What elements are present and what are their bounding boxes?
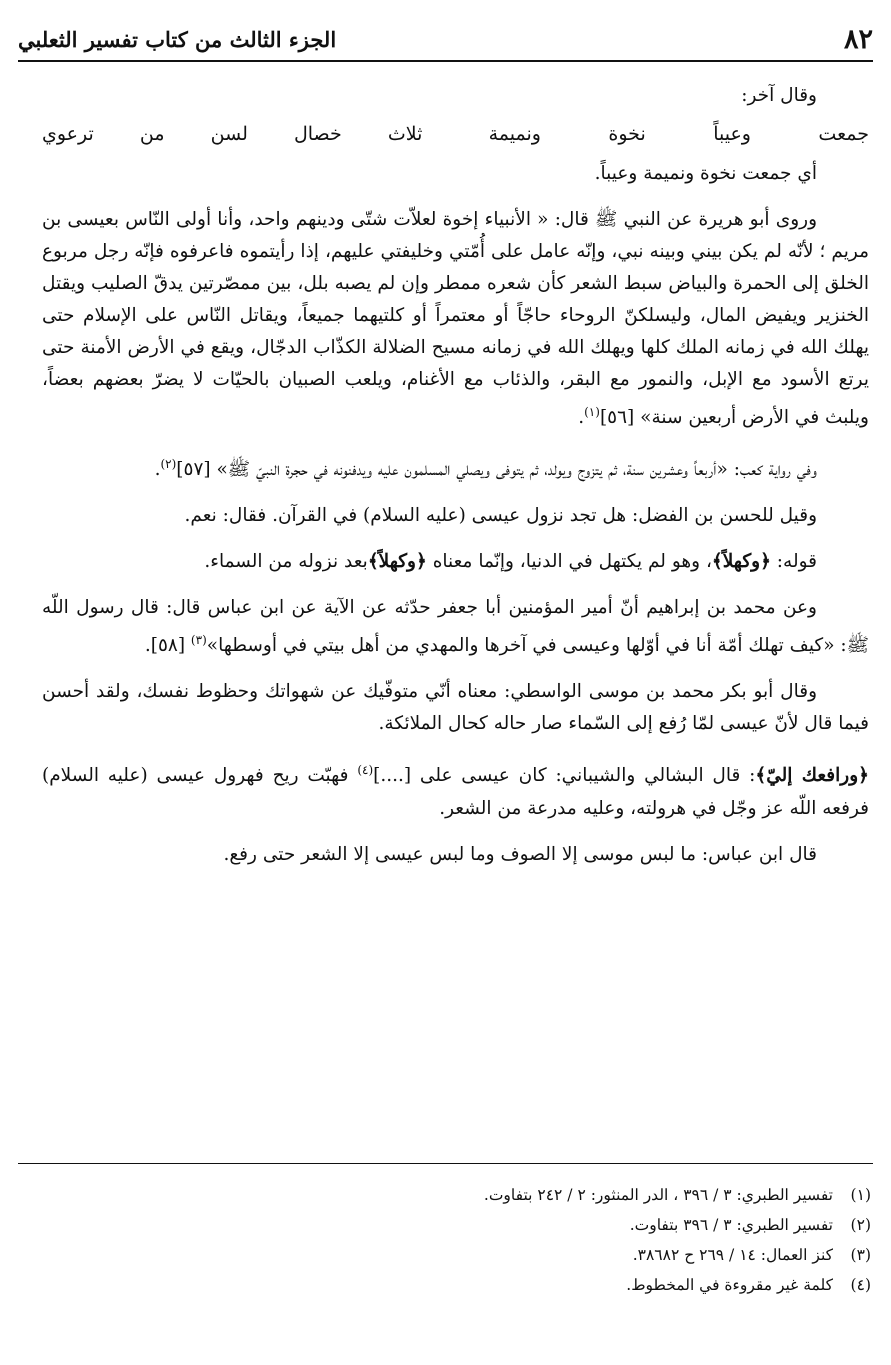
kahlan-middle: ، وهو لم يكتهل في الدنيا، وإنّما معناه: [426, 551, 712, 573]
paragraph-wasiti: وقال أبو بكر محمد بن موسى الواسطي: معناه أنّي متوفّيك عن شهواتك وحظوط نفسك، ولقد أحسن فيما قال لأنّ عيسى لمّا رُفع إلى السّماء صار حاله كحال الملائكة.: [42, 681, 869, 735]
footnote-item: [40, 1180, 871, 1210]
ibn-abbas-end: [٥٨].: [144, 635, 191, 657]
poem-hemistich-second: ثلاث خصال لسن من ترعوي: [42, 123, 423, 145]
kaab-text: وفي رواية كعب: «أربعاً وعشرين سنة، ثم يتزوج ويولد، ثم يتوفى ويصلي المسلمون عليه ويدفنونه في حجرة النبيّ ﷺ» [٥٧]: [176, 459, 817, 481]
quran-word-2: ﴿وكهلاً﴾: [367, 551, 427, 573]
running-title: الجزء الثالث من كتاب تفسير الثعلبي: [18, 26, 337, 52]
page-header: [18, 20, 873, 58]
footnote-ref-3: (٣): [190, 633, 207, 648]
paragraph-ibn-abbas-wool: قال ابن عباس: ما لبس موسى إلا الصوف وما لبس عيسى إلا الشعر حتى رفع.: [223, 843, 817, 865]
paragraph-kaab: وفي رواية كعب: «أربعاً وعشرين سنة، ثم يتزوج ويولد، ثم يتوفى ويصلي المسلمون عليه ويدفنونه في حجرة النبيّ ﷺ» [٥٧]$^{(٢)}$.: [154, 457, 817, 481]
hadith-text: وروى أبو هريرة عن النبي ﷺ قال: « الأنبياء إخوة لعلاّت شتّى ودينهم واحد، وأنا أولى النّاس بعيسى بن مريم ؛ لأنّه لم يكن بيني وبينه نبي، وإنّه عامل على أُمّتي وخليفتي عليهم، إذا رأيتموه فاعرفوه فإنّه رجل مربوع الخلق إلى الحمرة والبياض سبط الشعر كأن شعره ممطر وإن لم يصبه بلل، بين ممصّرتين يدقّ الصليب ويقتل الخنزير ويفيض المال، وليسلكنّ الروحاء حاجّاً أو معتمراً أو كلتيهما جميعاً، ويقاتل النّاس على الإسلام حتى يهلك الله في زمانه الملك كلها ويهلك الله في زمانه مسيح الضلالة الكذّاب الدجّال، ويقع في الأرض الأمنة حتى يرتع الأسود مع الإبل، والنمور مع البقر، والذئاب مع الأغنام، ويلعب الصبيان بالحيّات لا يضرّ بعضهم بعضاً، ويلبث في الأرض أربعين سنة» [٥٦]: [42, 209, 869, 429]
footnote-item: [40, 1240, 871, 1270]
paragraph-hadith-abu-hurayra: وروى أبو هريرة عن النبي ﷺ قال: « الأنبياء إخوة لعلاّت شتّى ودينهم واحد، وأنا أولى النّاس بعيسى بن مريم ؛ لأنّه لم يكن بيني وبينه نبي، وإنّه عامل على أُمّتي وخليفتي عليهم، إذا رأيتموه فاعرفوه فإنّه رجل مربوع الخلق إلى الحمرة والبياض سبط الشعر كأن شعره ممطر وإن لم يصبه بلل، بين ممصّرتين يدقّ الصليب ويقتل الخنزير ويفيض المال، وليسلكنّ الروحاء حاجّاً أو معتمراً أو كلتيهما جميعاً، ويقاتل النّاس على الإسلام حتى يهلك الله في زمانه الملك كلها ويهلك الله في زمانه مسيح الضلالة الكذّاب الدجّال، ويقع في الأرض الأمنة حتى يرتع الأسود مع الإبل، والنمور مع البقر، والذئاب مع الأغنام، ويلعب الصبيان بالحيّات لا يضرّ بعضهم بعضاً، ويلبث في الأرض أربعين سنة» [٥٦]$^{(١)}$.: [42, 209, 869, 429]
paragraph-ibn-abbas-hadith: [42, 592, 869, 662]
main-text: [42, 80, 869, 885]
footnote-ref-1: (١): [584, 405, 600, 419]
paragraph-rafi: [42, 754, 869, 824]
footnote-number: (١): [850, 1186, 871, 1204]
page-number: ٨٢: [843, 23, 873, 55]
paragraph-hasan: وقيل للحسن بن الفضل: هل تجد نزول عيسى (عليه السلام) في القرآن. فقال: نعم.: [184, 505, 817, 527]
footnote-text: كنز العمال: ١٤ / ٢٦٩ ح ٣٨٦٨٢.: [632, 1246, 833, 1264]
footnote-rule: [18, 1163, 873, 1164]
footnote-text: كلمة غير مقروءة في المخطوط.: [626, 1276, 833, 1294]
footnote-ref-4: (٤): [357, 763, 374, 778]
footnote-ref-2: (٢): [160, 457, 177, 472]
paragraph-intro: وقال آخر:: [741, 85, 817, 106]
header-rule: [18, 60, 873, 62]
paragraph-explanation: أي جمعت نخوة ونميمة وعيباً.: [594, 163, 817, 184]
footnote-item: [40, 1270, 871, 1300]
ibn-abbas-text: وعن محمد بن إبراهيم أنّ أمير المؤمنين أبا جعفر حدّثه عن الآية عن ابن عباس قال: قال رسول اللّه ﷺ: «كيف تهلك أمّة أنا في أوّلها وعيسى في آخرها والمهدي من أهل بيتي في أوسطها»: [42, 597, 869, 657]
poem-hemistich-first: جمعت وعيباً نخوة ونميمة: [488, 123, 869, 145]
rafi-text-a: : قال البشالي والشيباني: كان عيسى على [....]: [373, 765, 756, 787]
footnote-number: (٤): [850, 1276, 871, 1294]
rafi-text-b: فهبّت ريح فهرول عيسى (عليه السلام) فرفعه اللّه عز وجّل في هرولته، وعليه مدرعة من الشعر.: [42, 765, 869, 819]
kahlan-end: بعد نزوله من السماء.: [204, 551, 368, 573]
poem-verse: [42, 118, 869, 150]
footnote-text: تفسير الطبري: ٣ / ٣٩٦ ، الدر المنثور: ٢ / ٢٤٢ بتفاوت.: [483, 1186, 833, 1204]
footnote-number: (٣): [850, 1246, 871, 1264]
paragraph-kahlan: [42, 546, 869, 578]
quran-verse-rafi: ﴿ورافعك إليّ﴾: [755, 765, 869, 787]
footnote-item: [40, 1210, 871, 1240]
footnote-number: (٢): [850, 1216, 871, 1234]
footnotes: [40, 1180, 871, 1300]
footnote-text: تفسير الطبري: ٣ / ٣٩٦ بتفاوت.: [629, 1216, 833, 1234]
quran-word-1: ﴿وكهلاً﴾: [711, 551, 771, 573]
kahlan-intro: قوله:: [770, 551, 817, 573]
